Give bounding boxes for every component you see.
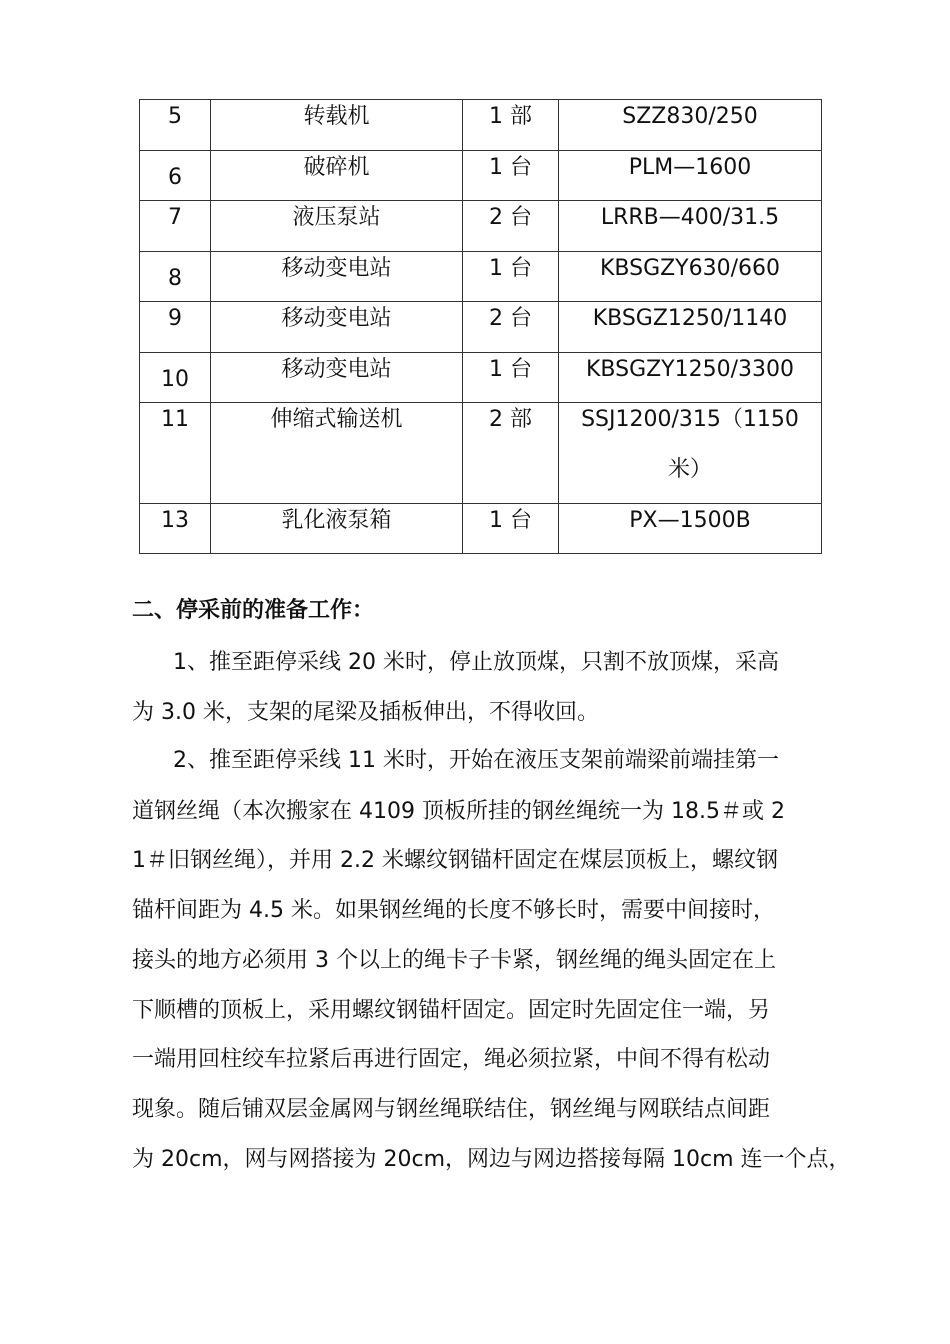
equipment-model-line1: SSJ1200/315（1150 bbox=[581, 407, 799, 432]
paragraph-line: 接头的地方必须用 3 个以上的绳卡子卡紧，钢丝绳的绳头固定在上 bbox=[132, 948, 776, 973]
equipment-model: KBSGZY630/660 bbox=[559, 252, 822, 302]
equipment-name: 移动变电站 bbox=[211, 252, 463, 302]
section-heading: 二、停采前的准备工作： bbox=[132, 598, 375, 623]
equipment-model: LRRB—400/31.5 bbox=[559, 201, 822, 252]
equipment-name: 移动变电站 bbox=[211, 353, 463, 403]
paragraph-line: 1＃旧钢丝绳），并用 2.2 米螺纹钢锚杆固定在煤层顶板上，螺纹钢 bbox=[132, 848, 778, 873]
equipment-name: 移动变电站 bbox=[211, 302, 463, 353]
paragraph-line: 2、推至距停采线 11 米时，开始在液压支架前端梁前端挂第一 bbox=[173, 748, 779, 773]
row-number: 11 bbox=[140, 403, 211, 504]
equipment-quantity: 1 部 bbox=[463, 100, 559, 151]
paragraph-line: 下顺槽的顶板上，采用螺纹钢锚杆固定。固定时先固定住一端，另 bbox=[132, 998, 771, 1023]
row-number: 8 bbox=[140, 252, 211, 302]
equipment-model: PLM—1600 bbox=[559, 151, 822, 201]
equipment-quantity: 2 部 bbox=[463, 403, 559, 504]
paragraph-line: 现象。随后铺双层金属网与钢丝绳联结住，钢丝绳与网联结点间距 bbox=[132, 1097, 771, 1122]
table-row bbox=[140, 252, 822, 302]
equipment-model bbox=[559, 403, 822, 504]
equipment-table bbox=[139, 99, 822, 554]
table-row bbox=[140, 353, 822, 403]
table-row bbox=[140, 403, 822, 504]
equipment-quantity: 1 台 bbox=[463, 504, 559, 554]
table-row bbox=[140, 201, 822, 252]
table-row bbox=[140, 151, 822, 201]
paragraph-line: 1、推至距停采线 20 米时，停止放顶煤，只割不放顶煤，采高 bbox=[173, 650, 779, 675]
table-row bbox=[140, 504, 822, 554]
paragraph-line: 道钢丝绳（本次搬家在 4109 顶板所挂的钢丝绳统一为 18.5＃或 2 bbox=[132, 799, 785, 824]
paragraph-line: 为 3.0 米，支架的尾梁及插板伸出，不得收回。 bbox=[132, 700, 599, 725]
equipment-name: 破碎机 bbox=[211, 151, 463, 201]
equipment-quantity: 1 台 bbox=[463, 151, 559, 201]
table-row bbox=[140, 100, 822, 151]
equipment-name: 转载机 bbox=[211, 100, 463, 151]
paragraph-line: 为 20cm，网与网搭接为 20cm，网边与网边搭接每隔 10cm 连一个点， bbox=[132, 1147, 851, 1172]
equipment-model: KBSGZY1250/3300 bbox=[559, 353, 822, 403]
paragraph-line: 一端用回柱绞车拉紧后再进行固定，绳必须拉紧，中间不得有松动 bbox=[132, 1047, 771, 1072]
equipment-name: 液压泵站 bbox=[211, 201, 463, 252]
row-number: 7 bbox=[140, 201, 211, 252]
equipment-name: 伸缩式输送机 bbox=[211, 403, 463, 504]
equipment-model: KBSGZ1250/1140 bbox=[559, 302, 822, 353]
equipment-quantity: 2 台 bbox=[463, 302, 559, 353]
row-number: 10 bbox=[140, 353, 211, 403]
equipment-quantity: 1 台 bbox=[463, 353, 559, 403]
paragraph-line: 锚杆间距为 4.5 米。如果钢丝绳的长度不够长时，需要中间接时， bbox=[132, 898, 775, 923]
equipment-model-line2: 米） bbox=[667, 457, 712, 482]
equipment-model: PX—1500B bbox=[559, 504, 822, 554]
row-number: 5 bbox=[140, 100, 211, 151]
equipment-quantity: 2 台 bbox=[463, 201, 559, 252]
row-number: 6 bbox=[140, 151, 211, 201]
equipment-quantity: 1 台 bbox=[463, 252, 559, 302]
table-row bbox=[140, 302, 822, 353]
equipment-name: 乳化液泵箱 bbox=[211, 504, 463, 554]
equipment-model: SZZ830/250 bbox=[559, 100, 822, 151]
row-number: 9 bbox=[140, 302, 211, 353]
row-number: 13 bbox=[140, 504, 211, 554]
